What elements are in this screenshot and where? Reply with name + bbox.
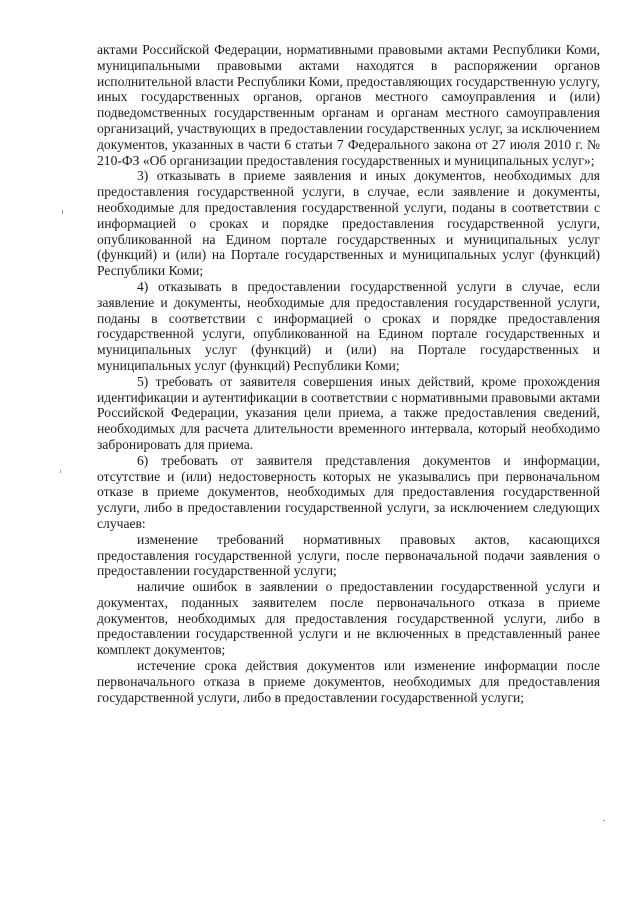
document-body (97, 42, 600, 705)
scan-speck (603, 820, 605, 821)
paragraph-item-5: 5) требовать от заявителя совершения иных действий, кроме прохождения идентификации и аутентификации в соответствии с нормативными правовыми актами Российской Федерации, указания цели приема, а также предоставления сведений, необходимых для расчета длительности временного интервала, который необходимо забронировать для приема. (97, 373, 600, 452)
paragraph-case-errors: наличие ошибок в заявлении о предоставлении государственной услуги и документах, поданных заявителем после первоначального отказа в приеме документов, необходимых для предоставления государственной услуги, либо в предоставлении государственной услуги и не включенных в представленный ранее комплект документов; (97, 579, 600, 658)
paragraph-item-3: 3) отказывать в приеме заявления и иных документов, необходимых для предоставления государственной услуги, в случае, если заявление и документы, необходимые для предоставления государственной услуги, поданы в соответствии с информацией о сроках и порядке предоставления государственной услуги, опубликованной на Едином портале государственных и муниципальных услуг (функций) и (или) на Портале государственных и муниципальных услуг (функций) Республики Коми; (97, 168, 600, 279)
paragraph-item-4: 4) отказывать в предоставлении государственной услуги в случае, если заявление и документы, необходимые для предоставления государственной услуги, поданы в соответствии с информацией о сроках и порядке предоставления государственной услуги, опубликованной на Едином портале государственных и муниципальных услуг (функций) и (или) на Портале государственных и муниципальных услуг (функций) Республики Коми; (97, 278, 600, 373)
paragraph-case-expiry: истечение срока действия документов или изменение информации после первоначального отказа в приеме документов, необходимых для предоставления государственной услуги, либо в предоставлении государственной услуги; (97, 658, 600, 705)
scan-speck (60, 470, 61, 473)
paragraph-continuation: актами Российской Федерации, нормативными правовыми актами Республики Коми, муниципальными правовыми актами находятся в распоряжении органов исполнительной власти Республики Коми, предоставляющих государственную услугу, иных государственных органов, органов местного самоуправления и (или) подведомственных государственным органам и органам местного самоуправления организаций, участвующих в предоставлении государственных услуг, за исключением документов, указанных в части 6 статьи 7 Федерального закона от 27 июля 2010 г. № 210-ФЗ «Об организации предоставления государственных и муниципальных услуг»; (97, 42, 600, 168)
paragraph-case-requirements-change: изменение требований нормативных правовых актов, касающихся предоставления государственной услуги, после первоначальной подачи заявления о предоставлении государственной услуги; (97, 531, 600, 579)
paragraph-item-6: 6) требовать от заявителя представления документов и информации, отсутствие и (или) недостоверность которых не указывались при первоначальном отказе в приеме документов, необходимых для предоставления государственной услуги, либо в предоставлении государственной услуги, за исключением следующих случаев: (97, 452, 600, 531)
scan-speck (62, 210, 63, 214)
